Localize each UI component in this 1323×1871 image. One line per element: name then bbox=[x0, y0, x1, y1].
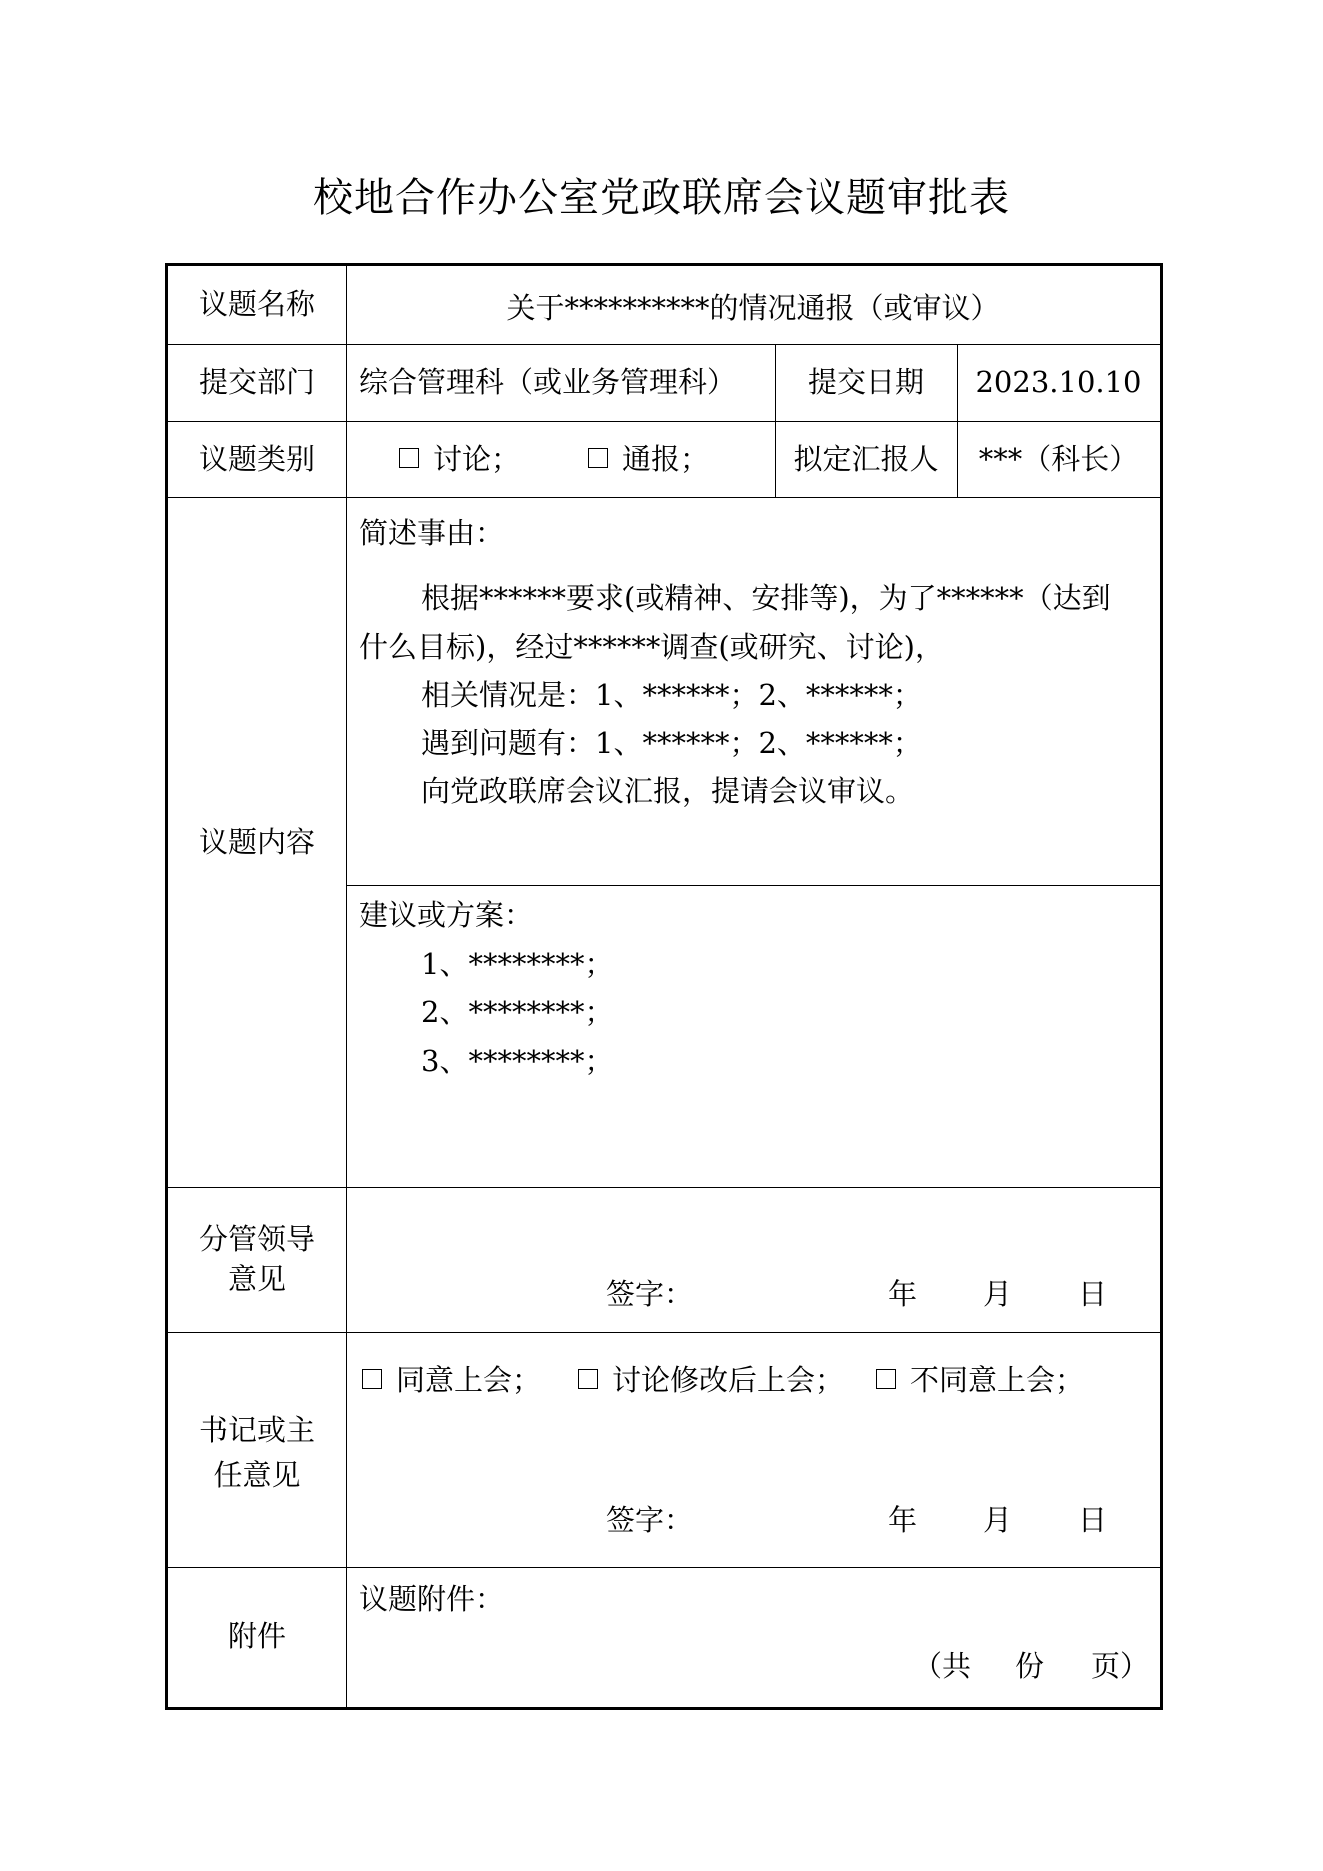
secretary-opinion-label-line2: 任意见 bbox=[213, 1458, 301, 1492]
reason-line: 向党政联席会议汇报，提请会议审议。 bbox=[421, 774, 915, 808]
secretary-option-reject bbox=[876, 1363, 1085, 1397]
option-label: 讨论； bbox=[433, 442, 521, 476]
secretary-sign-label: 签字： bbox=[606, 1503, 694, 1537]
leader-opinion-label-line2: 意见 bbox=[227, 1262, 286, 1296]
column-divider bbox=[775, 344, 776, 497]
leader-sign-year: 年 bbox=[888, 1277, 918, 1311]
column-divider bbox=[346, 266, 347, 1707]
option-label: 通报； bbox=[622, 442, 710, 476]
secretary-opinion-label-line1: 书记或主 bbox=[198, 1413, 315, 1447]
leader-sign-label: 签字： bbox=[606, 1277, 694, 1311]
checkbox[interactable] bbox=[588, 448, 608, 468]
column-divider bbox=[957, 344, 958, 497]
row-divider bbox=[168, 344, 1160, 345]
proposal-item: 3、********； bbox=[421, 1044, 614, 1078]
secretary-sign-day: 日 bbox=[1078, 1503, 1108, 1537]
leader-sign-month: 月 bbox=[983, 1277, 1013, 1311]
attachment-copies: 份 bbox=[1015, 1649, 1045, 1683]
topic-type-label: 议题类别 bbox=[198, 442, 315, 476]
attachment-label: 附件 bbox=[227, 1619, 286, 1653]
topic-name-label: 议题名称 bbox=[198, 287, 315, 321]
reason-line: 什么目标)，经过******调查(或研究、讨论)， bbox=[359, 630, 944, 664]
reason-heading: 简述事由： bbox=[359, 516, 505, 550]
submit-date-value: 2023.10.10 bbox=[975, 365, 1142, 399]
reason-line: 遇到问题有：1、******；2、******； bbox=[421, 726, 922, 760]
secretary-option-revise bbox=[578, 1363, 845, 1397]
checkbox[interactable] bbox=[399, 448, 419, 468]
reason-line: 根据******要求(或精神、安排等)，为了******（达到 bbox=[421, 581, 1111, 615]
leader-opinion-label-line1: 分管领导 bbox=[198, 1222, 315, 1256]
submit-dept-value: 综合管理科（或业务管理科） bbox=[359, 365, 737, 399]
topic-name-value: 关于**********的情况通报（或审议） bbox=[506, 291, 1000, 325]
row-divider bbox=[168, 1567, 1160, 1568]
reporter-label: 拟定汇报人 bbox=[793, 442, 939, 476]
proposal-item: 2、********； bbox=[421, 995, 614, 1029]
reporter-value: ***（科长） bbox=[978, 442, 1139, 476]
topic-type-option-discuss bbox=[399, 442, 521, 476]
row-divider bbox=[168, 1187, 1160, 1188]
row-divider bbox=[168, 1332, 1160, 1333]
checkbox[interactable] bbox=[876, 1369, 896, 1389]
option-label: 不同意上会； bbox=[910, 1363, 1085, 1397]
option-label: 同意上会； bbox=[396, 1363, 542, 1397]
proposal-heading: 建议或方案： bbox=[359, 898, 534, 932]
submit-date-label: 提交日期 bbox=[807, 365, 924, 399]
checkbox[interactable] bbox=[578, 1369, 598, 1389]
content-divider bbox=[346, 885, 1160, 886]
proposal-item: 1、********； bbox=[421, 947, 614, 981]
attachment-pages: 页） bbox=[1091, 1649, 1150, 1683]
content-label: 议题内容 bbox=[198, 825, 315, 859]
approval-form-table bbox=[165, 263, 1163, 1710]
attachment-count-open: （共 bbox=[913, 1649, 972, 1683]
checkbox[interactable] bbox=[362, 1369, 382, 1389]
reason-line: 相关情况是：1、******；2、******； bbox=[421, 678, 922, 712]
leader-sign-day: 日 bbox=[1078, 1277, 1108, 1311]
attachment-heading: 议题附件： bbox=[359, 1582, 505, 1616]
page-title: 校地合作办公室党政联席会议题审批表 bbox=[313, 175, 1010, 221]
secretary-option-approve bbox=[362, 1363, 542, 1397]
row-divider bbox=[168, 497, 1160, 498]
secretary-sign-month: 月 bbox=[983, 1503, 1013, 1537]
row-divider bbox=[168, 421, 1160, 422]
topic-type-option-report bbox=[588, 442, 710, 476]
submit-dept-label: 提交部门 bbox=[198, 365, 315, 399]
secretary-sign-year: 年 bbox=[888, 1503, 918, 1537]
option-label: 讨论修改后上会； bbox=[612, 1363, 845, 1397]
